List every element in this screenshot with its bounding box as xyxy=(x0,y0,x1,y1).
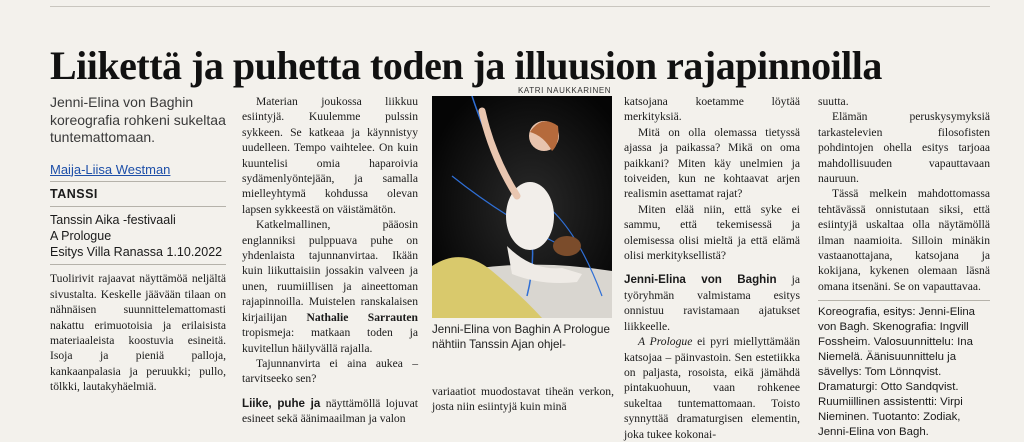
column-1 xyxy=(50,94,226,395)
performance-title: A Prologue xyxy=(50,229,112,244)
paragraph-lead-in: Liike, puhe ja xyxy=(242,396,321,410)
body-paragraph: Tuolirivit rajaavat näyttämöä neljältä sivustalta. Keskelle jäävään tilaan on nähnäisen suunnittelemattomasti nakattu erimuotoisia ja erilaisista materiaaleista koostuvia esineitä. Isoja ja pieniä palloja, kankaanpalasia ja peruukki; pullo, tölkki, lautakyhäelmiä. xyxy=(50,272,226,394)
performance-date: Esitys Villa Ranassa 1.10.2022 xyxy=(50,245,223,260)
body-paragraph xyxy=(242,217,418,356)
body-paragraph: suutta. xyxy=(818,95,849,108)
column-5 xyxy=(818,94,990,440)
performance-photo xyxy=(432,96,612,318)
body-text: näyttämöllä lojuvat esineet sekä äänimaailman ja valon xyxy=(242,396,418,426)
body-paragraph: Miten elää niin, että syke ei sammu, että tekemisessä ja olemisessa olisi mieltä ja että elämä olisi merkityksellistä? xyxy=(624,202,800,263)
body-paragraph xyxy=(624,334,800,442)
credits-text: Koreografia, esitys: Jenni-Elina von Bagh. Skenografia: Ingvill Fossheim. Valosuunnittelu: Ina Niemelä. Äänisuunnittelu ja sävellys: Tom Lönnqvist. Dramaturgi: Otto Sandqvist. Ruumiillinen assistentti: Virpi Nieminen. Tuotanto: Zodiak, Jenni-Elina von Bagh. xyxy=(818,306,976,439)
article-headline: Liikettä ja puhetta toden ja illuusion rajapinnoilla xyxy=(50,42,882,88)
body-text: Katkelmallinen, pääosin englanniksi pulppuava puhe on yhdenlaista tajunnanvirtaa. Ikään kuin liikuttaisiin jossakin valveen ja unen, ruumiillisen ja aineettoman rajapinnoilla. Muistelen ranskalaisen kirjailijan xyxy=(242,218,418,324)
festival-name: Tanssin Aika -festivaali xyxy=(50,213,176,228)
work-title: A Prologue xyxy=(638,335,693,349)
body-paragraph: Elämän peruskysymyksiä tarkastelevien filosofisten pohdintojen ohella esitys tarjoaa mahdollisuuden vapauttavaan nauruun. xyxy=(818,110,990,186)
top-rule xyxy=(50,6,990,7)
dancer-illustration xyxy=(432,96,612,318)
paragraph-lead-in: Jenni-Elina von Baghin xyxy=(624,273,777,287)
body-paragraph xyxy=(624,272,800,334)
body-paragraph xyxy=(242,396,418,427)
author-link[interactable]: Maija-Liisa Westman xyxy=(50,161,171,177)
divider xyxy=(50,206,226,207)
section-label: TANSSI xyxy=(50,186,98,201)
divider xyxy=(50,181,226,182)
photo-credit: KATRI NAUKKARINEN xyxy=(518,86,612,95)
event-info xyxy=(50,212,226,260)
body-paragraph: Mitä on olla olemassa tietyssä ajassa ja paikassa? Mikä on oma paikkani? Miten käy unelmien ja toiveiden, kun ne kohtaavat arjen realismin asettamat rajat? xyxy=(624,125,800,201)
photo-caption: Jenni-Elina von Baghin A Prologue nähtiin Tanssin Ajan ohjel- xyxy=(432,323,610,352)
body-paragraph: Tässä melkein mahdottomassa tehtävässä onnistutaan siksi, että esiintyjä uskaltaa olla näytämöllä ilman naamioita. Silloin minäkin vastaanottajana, katsojana ja kokijana, kykenen olemaan läsnä omana itsenäni. Se on vapauttavaa. xyxy=(818,187,990,293)
column-2 xyxy=(242,94,418,427)
person-name: Nathalie Sarrauten xyxy=(306,310,418,324)
credits-box xyxy=(818,300,990,440)
body-paragraph: Tajunnanvirta ei aina aukea – tarvitseeko sen? xyxy=(242,356,418,386)
body-paragraph: Materian joukossa liikkuu esiintyjä. Kuulemme pulssin sykkeen. Se katkeaa ja käynnistyy uudelleen. Tempo vaihtelee. On kuin kuuntelisi omia haparoivia sydämenlyöntejään, ja samalla mielleyhtymä kohdussa olevan lapsen sykkeestä on väistämätön. xyxy=(242,95,418,216)
body-text: ei pyri miellyttämään katsojaa – päinvastoin. Sen estetiikka on paljasta, rosoista, eikä jämähdä pintakuohuun, vaan rohkenee sukeltaa tuntemattomaan. Toisto synnyttää dramaturgisen elementin, joka tukee kokonai- xyxy=(624,335,800,441)
divider xyxy=(818,300,990,301)
divider xyxy=(50,264,226,265)
body-paragraph: variaatiot muodostavat tiheän verkon, josta niin esiintyjä kuin minä xyxy=(432,384,614,413)
body-text: tropismeja: matkaan toden ja kuvitellun häilyvällä rajalla. xyxy=(242,326,418,355)
column-4 xyxy=(624,94,800,442)
body-text: ja työryhmän valmistama esitys onnistuu ravistamaan ajatukset liikkeelle. xyxy=(624,273,800,333)
body-paragraph: katsojana koetamme löytää merkityksiä. xyxy=(624,95,800,124)
article-lead: Jenni-Elina von Baghin koreografia rohkeni sukeltaa tuntemattomaan. xyxy=(50,94,226,145)
